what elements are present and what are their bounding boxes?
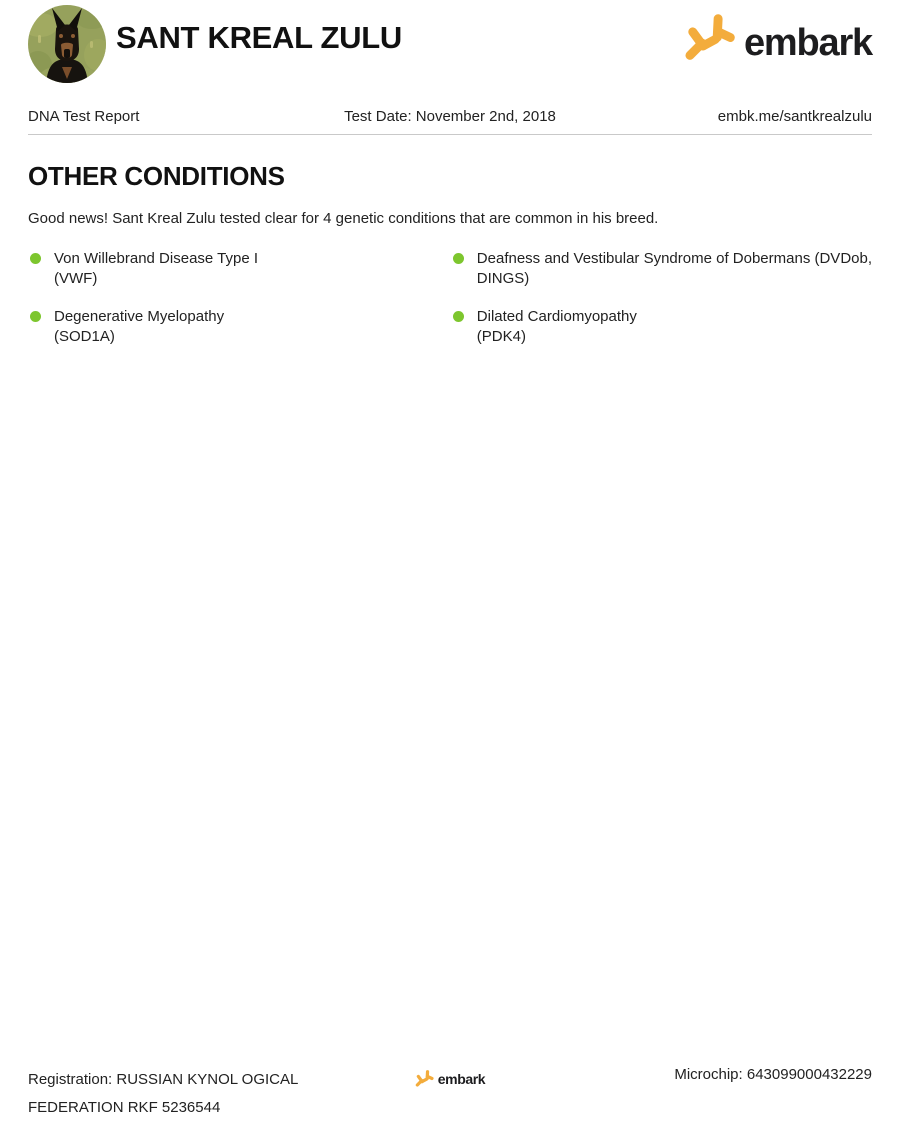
condition-code: (VWF) (54, 270, 98, 287)
condition-code: (PDK4) (476, 328, 526, 345)
report-header (28, 0, 872, 83)
condition-name: Von Willebrand Disease Type I (54, 250, 259, 267)
condition-list-item (28, 249, 425, 289)
report-meta-bar (28, 108, 872, 125)
clear-status-bullet-icon (30, 311, 41, 322)
share-url-link[interactable]: embk.me/santkrealzulu (717, 108, 872, 125)
dog-name-title: SANT KREAL ZULU (116, 20, 402, 55)
condition-name: Degenerative Myelopathy (54, 308, 225, 325)
embark-wordmark: embark (437, 1070, 486, 1087)
clear-status-bullet-icon (453, 311, 464, 322)
clear-status-bullet-icon (453, 253, 464, 264)
condition-list-item (451, 249, 872, 289)
header-divider (28, 134, 872, 135)
conditions-summary-text: Good news! Sant Kreal Zulu tested clear for 4 genetic conditions that are common in his breed. (28, 210, 659, 227)
report-footer (28, 1066, 872, 1122)
registration-line-2: FEDERATION RKF 5236544 (28, 1099, 221, 1116)
report-type-label: DNA Test Report (28, 108, 140, 125)
conditions-list (28, 249, 872, 347)
section-title-other-conditions: OTHER CONDITIONS (28, 161, 285, 191)
footer-embark-logo (415, 1070, 485, 1087)
registration-line-1: Registration: RUSSIAN KYNOL OGICAL (28, 1071, 299, 1088)
condition-name: Dilated Cardiomyopathy (476, 308, 637, 325)
condition-code: DINGS) (476, 270, 530, 287)
registration-text (28, 1066, 415, 1122)
embark-dog-icon (684, 14, 741, 61)
condition-list-item (28, 307, 425, 347)
embark-logo (684, 14, 872, 65)
embark-wordmark: embark (744, 22, 872, 65)
clear-status-bullet-icon (30, 253, 41, 264)
microchip-text: Microchip: 643099000432229 (674, 1066, 872, 1083)
condition-name: Deafness and Vestibular Syndrome of Dobermans (DVDob, (476, 250, 872, 267)
dog-avatar-photo (28, 5, 106, 83)
embark-dog-icon (415, 1070, 436, 1087)
condition-list-item (451, 307, 872, 347)
condition-code: (SOD1A) (54, 328, 115, 345)
test-date-label: Test Date: November 2nd, 2018 (344, 108, 556, 125)
